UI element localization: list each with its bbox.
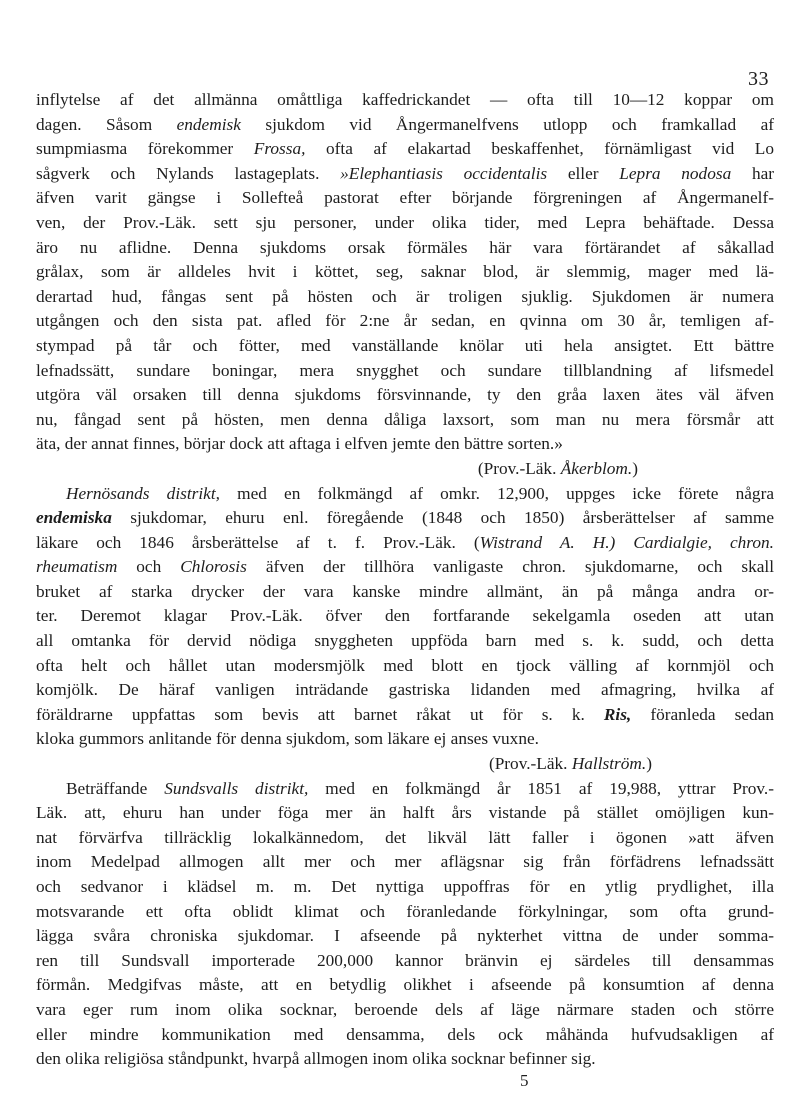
text-run: nu, fångad sent på hösten, men denna dåliga laxsort, som man nu mera försmår att <box>36 409 774 429</box>
text-line <box>36 580 774 605</box>
text-line <box>36 1047 774 1072</box>
text-run: eller <box>547 163 620 183</box>
signature-mark: 5 <box>520 1071 529 1090</box>
text-run: komjölk. De häraf vanligen inträdande gastriska lidanden med afmagring, hvilka af <box>36 680 774 700</box>
text-line <box>36 531 774 556</box>
text-run: inom Medelpad allmogen allt mer och mer aflägsnar sig från förfädrens lefnadssätt <box>36 852 774 872</box>
text-run: ofta helt och hållet utan modersmjölk med blott en tjock välling af kornmjöl och <box>36 655 774 675</box>
text-line <box>36 727 774 752</box>
text-run: ) <box>646 754 652 774</box>
text-line <box>36 88 774 113</box>
text-run: läkare och 1846 årsberättelse af t. f. Prov.-Läk. ( <box>36 532 480 552</box>
text-line <box>36 309 774 334</box>
text-run: äfven der tillhöra vanligaste chron. sjukdomarne, och skall <box>246 557 775 577</box>
emphasized-text: endemisk <box>176 114 241 134</box>
emphasized-text: Frossa, <box>253 139 306 159</box>
text-run: inflytelse af det allmänna omåttliga kaffedrickandet — ofta till 10—12 koppar om <box>36 90 774 109</box>
text-run: Läk. att, ehuru han under föga mer än halft års vistande på stället omöjligen kun- <box>36 803 774 823</box>
text-run: stympad på tår och fötter, med vanställande knölar uti hela ansigtet. Ett bättre <box>36 335 774 355</box>
text-line <box>36 826 774 851</box>
text-line <box>36 924 774 949</box>
emphasized-text: Hernösands distrikt, <box>66 483 220 503</box>
text-run: eller mindre kommunikation med densamma, dels ock måhända hufvudsakligen af <box>36 1024 774 1044</box>
text-line <box>36 260 774 285</box>
text-run: har <box>731 163 775 183</box>
text-run: lefnadssätt, sundare boningar, mera snygghet och sundare tillblandning af lifsmedel <box>36 360 774 380</box>
text-line <box>36 482 774 507</box>
text-line <box>36 359 774 384</box>
text-run: och <box>117 557 181 577</box>
emphasized-text: Chlorosis <box>180 557 247 577</box>
text-run: sågverk och Nylands lastageplats. <box>36 163 341 183</box>
text-run: ter. Deremot klagar Prov.-Läk. öfver den fortfarande sekelgamla oseden att utan <box>36 606 774 626</box>
text-run: föranleda sedan <box>631 704 775 724</box>
text-run: (Prov.-Läk. <box>488 754 572 774</box>
text-run: bruket af starka drycker der vara kanske mindre allmänt, än på många andra or- <box>36 581 774 601</box>
emphasized-text: Sundsvalls distrikt, <box>164 778 309 798</box>
text-run: sjukdom vid Ångermanelfvens utlopp och framkallad af <box>240 114 775 134</box>
text-run: vara eger rum inom olika socknar, beroende dels af läge närmare staden och större <box>36 999 774 1019</box>
text-line <box>36 949 774 974</box>
body-text <box>36 88 774 1072</box>
text-line <box>36 998 774 1023</box>
emphasized-text: »Elephantiasis occidentalis <box>340 163 548 183</box>
text-run: kloka gummors anlitande för denna sjukdom, som läkare ej anses vuxne. <box>36 729 539 749</box>
text-line <box>36 186 774 211</box>
text-run: sjukdomar, ehuru enl. föregående (1848 och 1850) årsberättelser af samme <box>111 508 774 528</box>
emphasized-text: Wistrand A. H.) Cardialgie, chron. <box>479 532 774 552</box>
text-line <box>36 137 774 162</box>
text-line <box>36 457 774 482</box>
text-run: ven, der Prov.-Läk. sett sju personer, under olika tider, med Lepra behäftade. Dessa <box>36 212 774 232</box>
text-line <box>36 801 774 826</box>
emphasized-text: Ris, <box>603 704 632 724</box>
text-line <box>36 678 774 703</box>
text-line <box>36 752 774 777</box>
text-run: äta, der annat finnes, börjar dock att aftaga i elfven jemte den bättre sorten.» <box>36 434 563 454</box>
text-run: utgöra väl orsaken till denna sjukdoms försvinnande, ty den gråa laxen ätes väl äfven <box>36 385 774 405</box>
text-line <box>36 211 774 236</box>
text-run: Beträffande <box>66 778 165 798</box>
text-line <box>36 604 774 629</box>
text-run: ofta af elakartad beskaffenhet, förnämligast vid Lo <box>305 139 774 159</box>
text-run: lägga svåra chroniska sjukdomar. I afseende på nykterhet vittna de under somma- <box>36 926 774 946</box>
text-run: äfven varit gängse i Sollefteå pastorat efter börjande förgreningen af Ångermanelf- <box>36 188 774 208</box>
text-run: sumpmiasma förekommer <box>36 139 254 159</box>
text-run: dagen. Såsom <box>36 114 177 134</box>
text-run: all omtanka för dervid nödiga snyggheten uppföda barn med s. k. sudd, och detta <box>36 631 774 651</box>
text-run: äro nu aflidne. Denna sjukdoms orsak förmäles här vara förtärandet af såkallad <box>36 237 774 257</box>
text-line <box>36 703 774 728</box>
text-run: med en folkmängd år 1851 af 19,988, yttrar Prov.- <box>308 778 774 798</box>
text-run: derartad hud, fångas sent på hösten och är troligen sjuklig. Sjukdomen är numera <box>36 286 774 306</box>
text-line <box>36 334 774 359</box>
text-run: motsvarande ett ofta oblidt klimat och föranledande förkylningar, som ofta grund- <box>36 901 774 921</box>
text-run: ren till Sundsvall importerade 200,000 kannor bränvin ej särdeles till densammas <box>36 950 774 970</box>
text-line <box>36 654 774 679</box>
emphasized-text: Hallström. <box>571 754 647 774</box>
text-line <box>36 113 774 138</box>
page-number: 33 <box>748 68 769 90</box>
text-line <box>36 285 774 310</box>
text-line <box>36 408 774 433</box>
text-line <box>36 555 774 580</box>
text-line <box>36 1023 774 1048</box>
text-line <box>36 900 774 925</box>
text-line <box>36 162 774 187</box>
text-run: grålax, som är alldeles hvit i köttet, seg, saknar blod, är slemmig, mager med lä- <box>36 262 774 282</box>
text-run: ) <box>632 458 638 478</box>
text-run: föräldrarne uppfattas som bevis att barnet råkat ut för s. k. <box>36 704 604 724</box>
text-run: med en folkmängd af omkr. 12,900, uppges icke förete några <box>219 483 774 503</box>
text-line <box>36 777 774 802</box>
emphasized-text: rheumatism <box>36 557 118 577</box>
text-line <box>36 236 774 261</box>
emphasized-text: endemiska <box>36 508 112 528</box>
text-run: förmån. Medgifvas måste, att en betydlig olikhet i afseende på konsumtion af denna <box>36 975 774 995</box>
emphasized-text: Åkerblom. <box>560 458 633 478</box>
text-line <box>36 432 774 457</box>
text-line <box>36 850 774 875</box>
text-line <box>36 383 774 408</box>
text-line <box>36 875 774 900</box>
text-line <box>36 629 774 654</box>
text-run: den olika religiösa ståndpunkt, hvarpå allmogen inom olika socknar befinner sig. <box>36 1049 596 1069</box>
emphasized-text: Lepra nodosa <box>619 163 732 183</box>
text-run: och sedvanor i klädsel m. m. Det nyttiga uppoffras för en ytlig prydlighet, illa <box>36 877 774 896</box>
text-line <box>36 973 774 998</box>
text-line <box>36 506 774 531</box>
text-run: (Prov.-Läk. <box>477 458 561 478</box>
text-run: utgången och den sista pat. afled för 2:ne år sedan, en qvinna om 30 år, temligen af- <box>36 311 774 331</box>
text-run: nat förvärfva tillräcklig lokalkännedom, det likväl lätt faller i ögonen »att äfven <box>36 827 774 847</box>
